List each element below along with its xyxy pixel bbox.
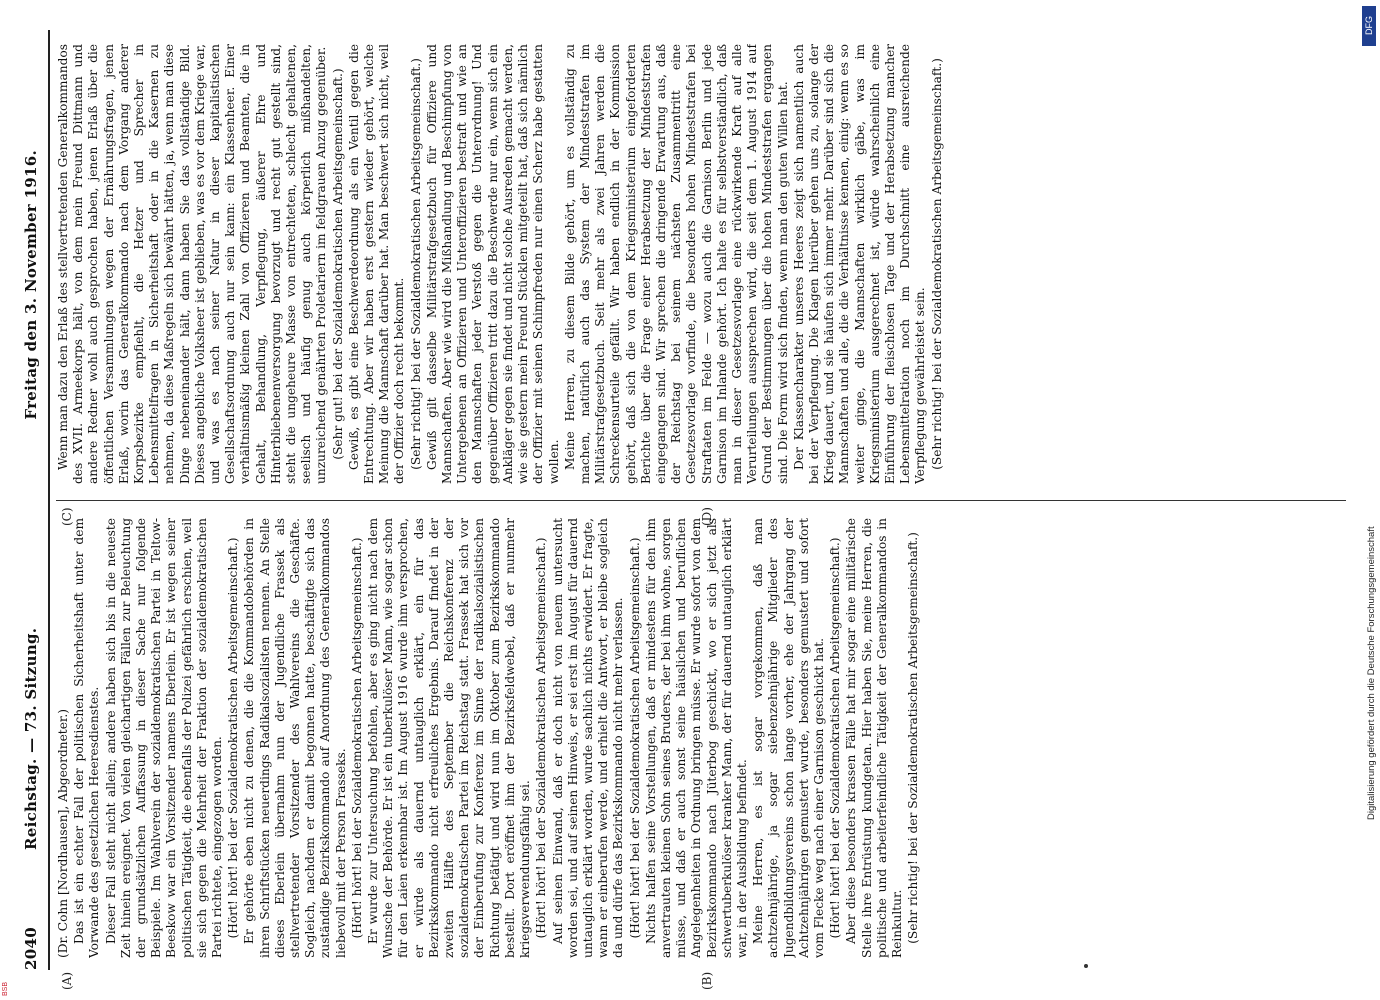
- margin-marker-c: (C): [60, 507, 74, 526]
- bsb-logo: BSB: [2, 981, 9, 996]
- margin-marker-a: (A): [60, 971, 74, 990]
- reaction-note: (Hört! hört! bei der Sozialdemokratischen Arbeitsgemeinschaft.): [627, 537, 642, 939]
- paragraph: Aber diese besonders krassen Fälle hat mir sogar eine militärische Stelle ihre Entrüstung kundgetan. Hier haben Sie, meine Herren, die politische und arbeiterfeindliche Tätigkeit der Generalkommandos in Reinkultur.: [844, 518, 904, 958]
- column-separator: [56, 500, 1346, 501]
- paragraph: Wenn man dazu den Erlaß des stellvertretenden Generalkommandos des XVII. Armeekorps hält, von dem mein Freund Dittmann und andere Redner wohl auch gesprochen haben, jenen Erlaß über die öffentlichen Versammlungen wegen der Ernährungsfragen, jenen Erlaß, worin das Generalkommando nach dem Vorgang anderer Korpsbezirke empfiehlt, die Hetzer und Sprecher in Lebensmittelfragen in Sicherheitshaft oder in die Kasernen zu nehmen, da diese Maßregeln sich bewährt hätten, ja, wenn man diese Dinge nebeneinander hält, dann haben Sie das vollständige Bild. Dieses angebliche Volksheer ist geblieben, was es vor dem Kriege war, und was es nach seiner Natur in dieser kapitalistischen Gesellschaftsordnung auch nur sein kann: ein Klassenheer. Einer verhältnismäßig kleinen Zahl von Offizieren und Beamten, die in Gehalt, Behandlung, Verpflegung, äußerer Ehre und Hinterbliebenenversorgung bevorzugt und recht gut gestellt sind, steht die ungeheure Masse von entrechteten, schlecht gehaltenen, seelisch und häufig genug auch körperlich mißhandelten, unzureichend genährten Proletariern im feldgrauen Anzug gegenüber.: [56, 44, 329, 484]
- paragraph: Das ist ein echter Fall der politischen Sicherheitshaft unter dem Vorwande des gesetzlichen Heeresdienstes.: [72, 518, 102, 958]
- paragraph: (Dr. Cohn [Nordhausen], Abgeordneter.): [56, 708, 70, 958]
- header-rule: [48, 30, 50, 970]
- paragraph: Nichts halfen seine Vorstellungen, daß er mindestens für den ihm anvertrauten kleinen Sohn seines Bruders, der bei ihm wohne, sorgen müsse, und daß er auch sonst seine häuslichen und beruflichen Angelegenheiten in Ordnung bringen müsse. Er wurde sofort von dem Bezirkskommando nach Jüterbog geschickt, wo er sich jetzt als schwertuberkulöser kranker Mann, der für dauernd untauglich erklärt war, in der Ausbildung befindet.: [643, 518, 749, 958]
- paragraph: Gewiß gilt dasselbe Militärstrafgesetzbuch für Offiziere und Mannschaften. Aber wie wird die Mißhandlung und Beschimpfung von Untergebenen an Offizieren und Unteroffizieren bestraft und wie an den Mannschaften jeder Verstoß gegen die Unterordnung! Und gegenüber Offizieren tritt dazu die Beschwerde nur ein, wenn sich ein Ankläger gegen sie findet und nicht solche Ausreden gemacht werden, wie sie gestern mein Freund Stücklen mitgeteilt hat, daß sich nämlich der Offizier mit seinen Schimpfreden nur einen Scherz habe gestatten wollen.: [424, 44, 561, 484]
- page-header: [22, 30, 46, 970]
- reaction-note: (Hört! hört! bei der Sozialdemokratischen Arbeitsgemeinschaft.): [226, 537, 241, 939]
- paragraph: Gewiß, es gibt eine Beschwerdeordnung als ein Ventil gegen die Entrechtung. Aber wir haben erst gestern wieder gehört, welche Meinung die Mannschaft darüber hat. Man beschwert sich nicht, weil der Offizier doch recht bekommt.: [346, 44, 407, 484]
- page-number: 2040: [22, 927, 40, 970]
- digitization-note: Digitalisierung gefördert durch die Deutsche Forschungsgemeinschaft: [1366, 526, 1377, 820]
- reaction-note: (Hört! hört! bei der Sozialdemokratischen Arbeitsgemeinschaft.): [534, 537, 549, 939]
- reaction-note: (Sehr richtig! bei der Sozialdemokratischen Arbeitsgemeinschaft.): [906, 532, 921, 944]
- reaction-note: (Sehr richtig! bei der Sozialdemokratischen Arbeitsgemeinschaft.): [408, 58, 423, 470]
- right-column: [56, 44, 1346, 484]
- paragraph: Er gehörte eben nicht zu denen, die die Kommandobehörden in ihren Schriftstücken neuerdings Radikalsozialisten nennen. An Stelle dieses Eberlein übernahm nun der Jugendliche Frassek als stellvertretender Vorsitzender des Wahlvereins die Geschäfte. Sogleich, nachdem er damit begonnen hatte, beschäftigte sich das zuständige Bezirkskommando auf Anordnung des Generalkommandos liebevoll mit der Person Frasseks.: [242, 518, 348, 958]
- session-date: Freitag den 3. November 1916.: [22, 150, 40, 420]
- session-title: Reichstag. — 73. Sitzung.: [22, 627, 40, 850]
- margin-marker-b: (B): [700, 971, 714, 990]
- paragraph: Meine Herren, es ist sogar vorgekommen, daß man achtzehnjährige, ja sogar siebenzehnjährige Mitglieder des Jugendbildungsvereins schon lange vorher, ehe der Jahrgang der Achtzehnjährigen gemustert wurde, besonders gemustert und sofort vom Flecke weg nach einer Garnison geschickt hat.: [751, 518, 826, 958]
- reaction-note: (Sehr richtig! bei der Sozialdemokratischen Arbeitsgemeinschaft.): [929, 58, 944, 470]
- reaction-note: (Hört! hört! bei der Sozialdemokratischen Arbeitsgemeinschaft.): [349, 537, 364, 939]
- reaction-note: (Sehr gut! bei der Sozialdemokratischen Arbeitsgemeinschaft.): [330, 68, 345, 460]
- margin-marker-d: (D): [700, 507, 714, 526]
- paragraph: Er wurde zur Untersuchung befohlen, aber es ging nicht nach dem Wunsche der Behörde. Er ist ein tuberkulöser Mann, wie sogar schon für den Laien erkennbar ist. Im August 1916 wurde ihm versprochen, er würde als dauernd untauglich erklärt, ein für das Bezirkskommando nicht erfreuliches Ergebnis. Darauf findet in der zweiten Hälfte des September die Reichskonferenz der sozialdemokratischen Partei im Reichstag statt. Frassek hat sich vor der Einberufung zur Konferenz im Sinne der radikalsozialistischen Richtung betätigt und wird nun im Oktober zum Bezirkskommando bestellt. Dort eröffnet ihm der Bezirksfeldwebel, daß er nunmehr kriegsverwendungsfähig sei.: [366, 518, 533, 958]
- paragraph: Meine Herren, zu diesem Bilde gehört, um es vollständig zu machen, natürlich auch das System der Mindeststrafen im Militärstrafgesetzbuch. Seit mehr als zwei Jahren werden die Schreckensurteile gefällt. Wir haben endlich in der Kommission gehört, daß sich die von dem Kriegsministerium eingeforderten Berichte über die Frage einer Herabsetzung der Mindeststrafen eingegangen sind. Wir sprechen die dringende Erwartung aus, daß der Reichstag bei seinem nächsten Zusammentritt eine Gesetzesvorlage vorfinde, die besonders hohen Mindeststrafen bei Straftaten im Felde — wozu auch die Garnison Berlin und jede Garnison im Inlande gehört. Ich halte es für selbstverständlich, daß man in dieser Gesetzesvorlage eine rückwirkende Kraft auf alle Verurteilungen aussprechen wird, die seit dem 1. August 1914 auf Grund der Bestimmungen über die hohen Mindeststrafen ergangen sind. Die Form wird sich finden, wenn man den guten Willen hat.: [562, 44, 790, 484]
- paragraph: Auf seinen Einwand, daß er doch nicht von neuem untersucht worden sei, und auf seinen Hinweis, er sei erst im August für dauernd untauglich erklärt worden, wurde sachlich nichts erwidert. Er fragte, wann er einberufen werde, und erhielt die Antwort, er bleibe sogleich da und dürfe das Bezirkskommando nicht mehr verlassen.: [550, 518, 626, 958]
- dfg-logo: DFG: [1362, 6, 1376, 46]
- paragraph: Dieser Fall steht nicht allein; andere haben sich bis in die neueste Zeit hinein ereignet. Von vielen gleichartigen Fällen zur Beleuchtung der grundsätzlichen Auffassung in dieser Sache nur folgende Beispiele. Im Wahlverein der sozialdemokratischen Partei in Teltow-Beeskow war ein Vorsitzender namens Eberlein. Er ist wegen seiner politischen Tätigkeit, die ebenfalls der Polizei gefährlich erschien, weil sie sich gegen die Mehrheit der Fraktion der sozialdemokratischen Partei richtete, eingezogen worden.: [103, 518, 225, 958]
- reaction-note: (Hört! hört! bei der Sozialdemokratischen Arbeitsgemeinschaft.): [828, 537, 843, 939]
- ink-dot: [1084, 964, 1088, 968]
- left-column: [56, 518, 1346, 958]
- paragraph: Der Klassencharakter unseres Heeres zeigt sich namentlich auch bei der Verpflegung. Die Klagen hierüber gehen uns zu, solange der Krieg dauert, und sie häufen sich immer mehr. Darüber sind sich die Mannschaften und alle, die die Verhältnisse kennen, einig: wenn es so weiter ginge, die Mannschaften wirklich gäbe, was im Kriegsministerium ausgerechnet ist, würde wahrscheinlich eine Einführung der fleischlosen Tage und der Herabsetzung mancher Lebensmittelration noch im Durchschnitt eine ausreichende Verpflegung gewährleistet sein.: [791, 44, 928, 484]
